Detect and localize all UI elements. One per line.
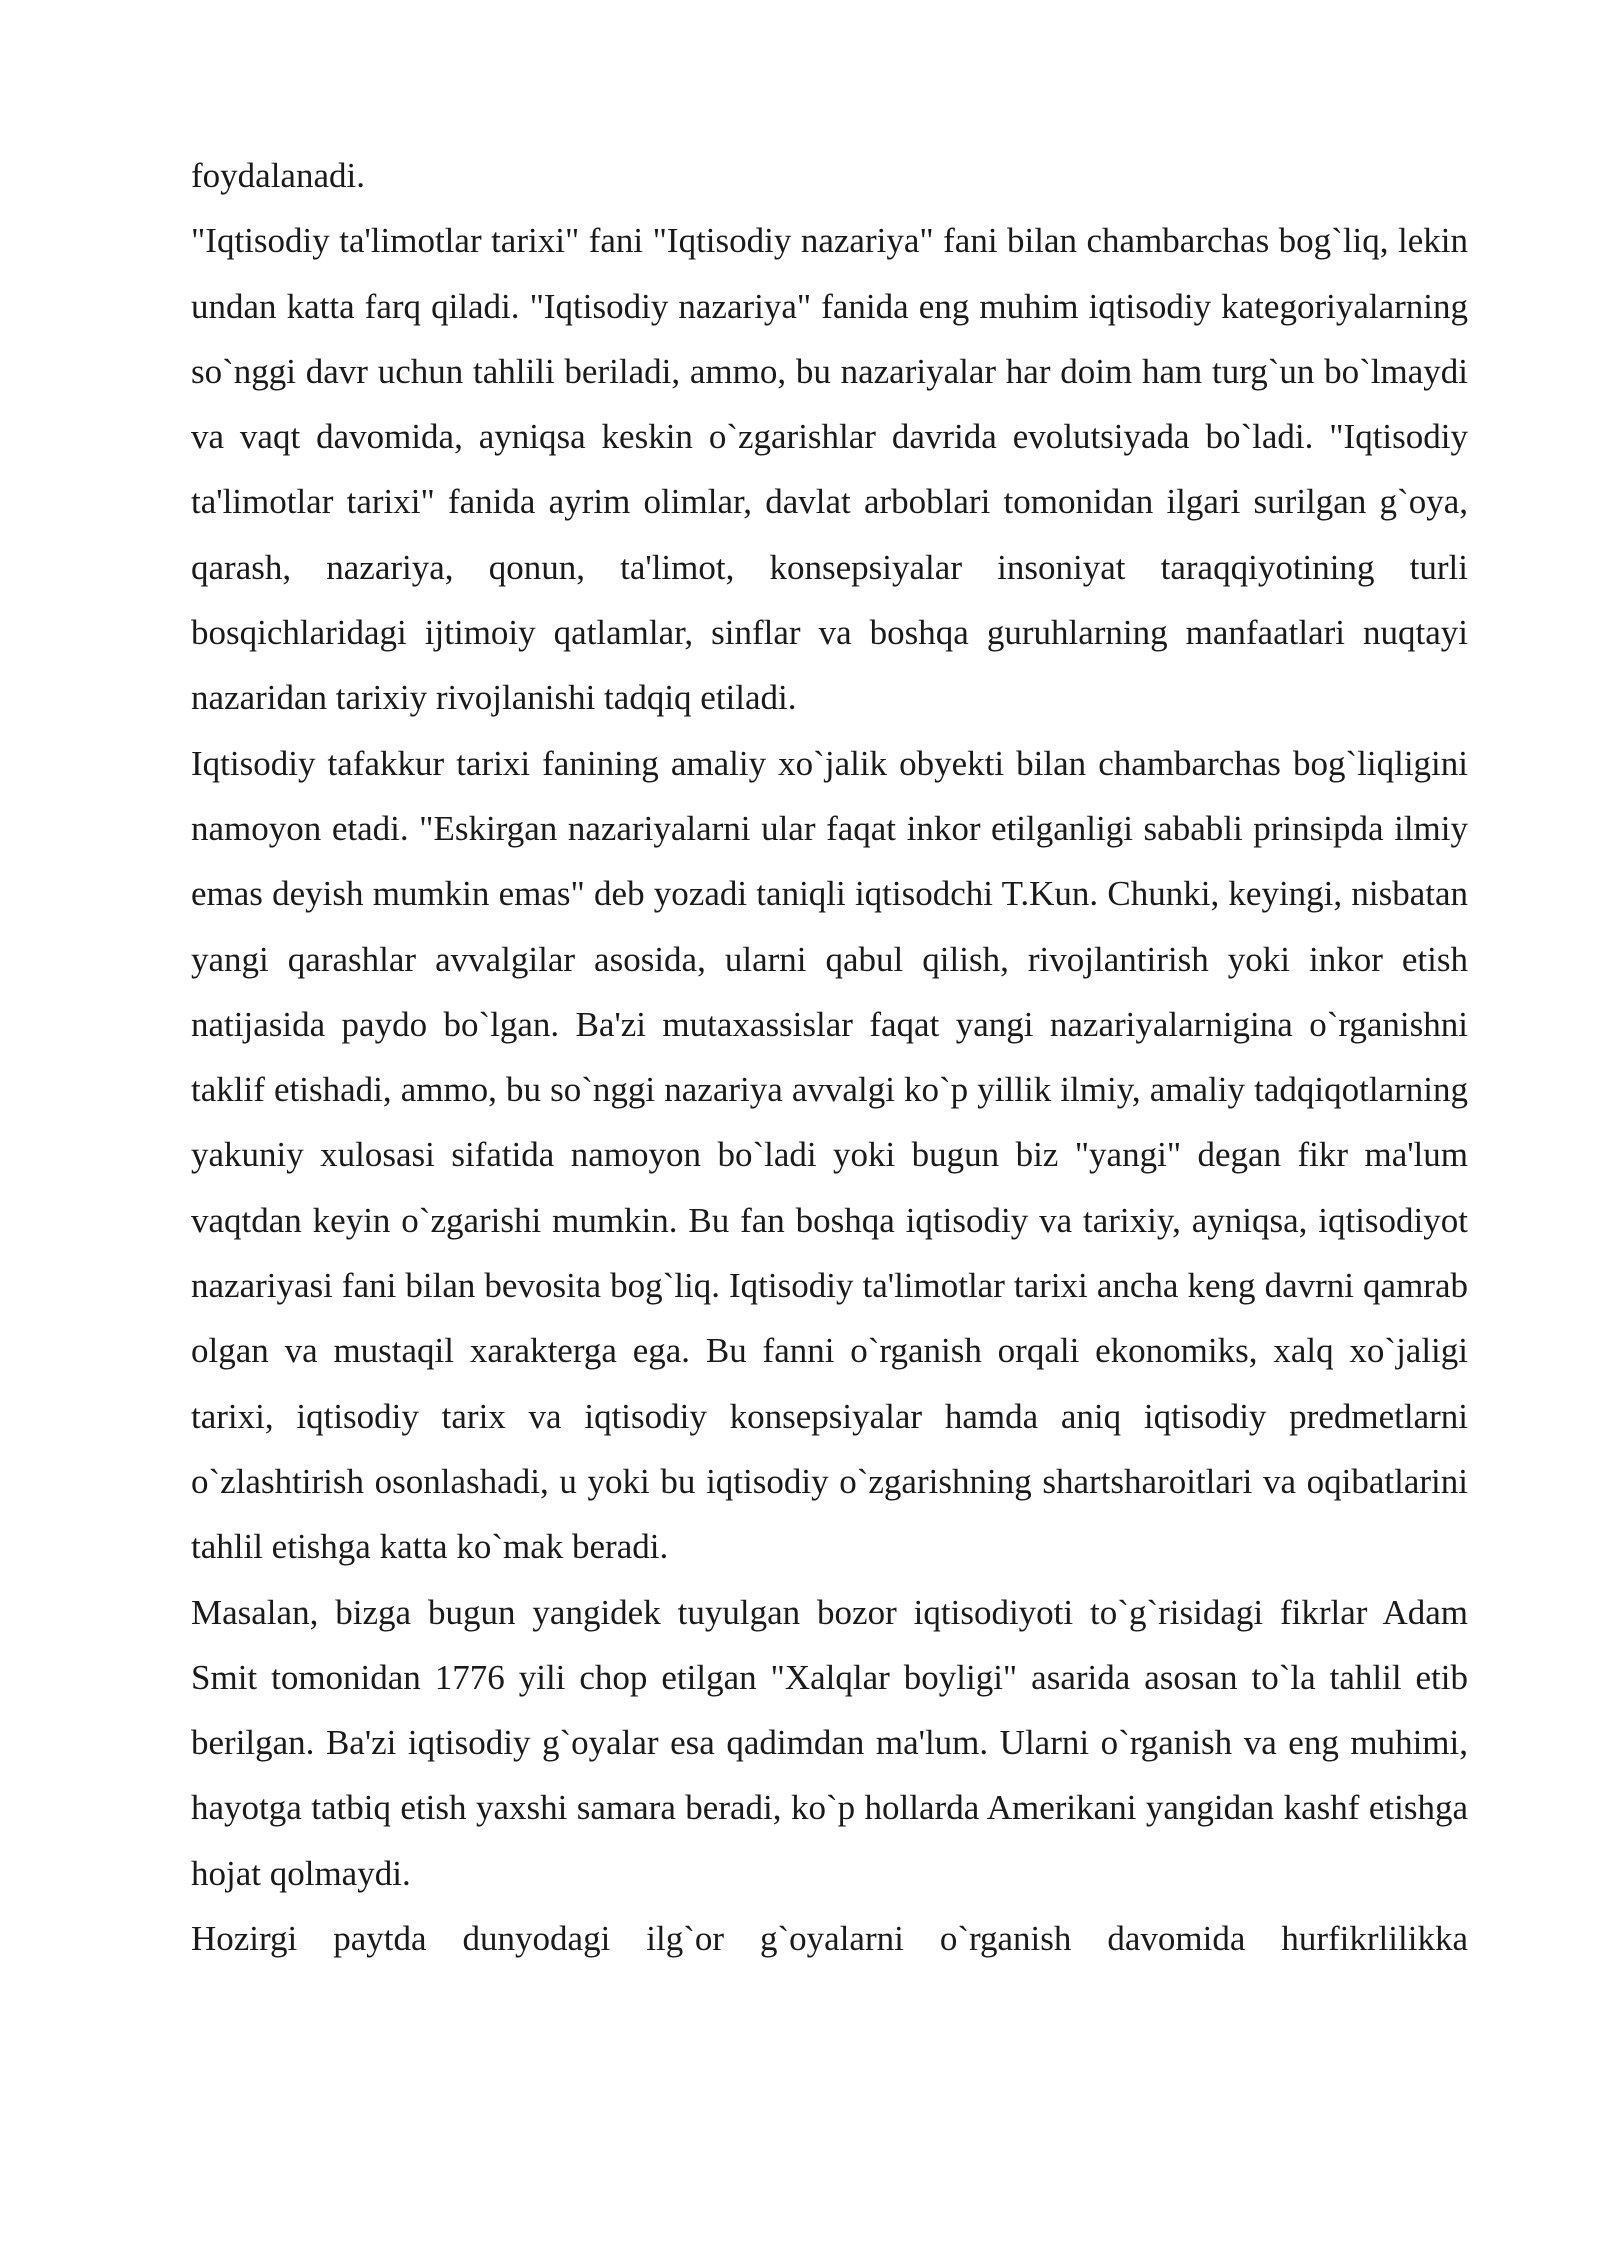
paragraph-economic-theory-relation: "Iqtisodiy ta'limotlar tarixi" fani "Iqtisodiy nazariya" fani bilan chambarchas bog`liq, lekin undan katta farq qiladi. "Iqtisodiy nazariya" fanida eng muhim iqtisodiy kategoriyalarning so`nggi davr uchun tahlili beriladi, ammo, bu nazariyalar har doim ham turg`un bo`lmaydi va vaqt davomida, ayniqsa keskin o`zgarishlar davrida evolutsiyada bo`ladi. "Iqtisodiy ta'limotlar tarixi" fanida ayrim olimlar, davlat arboblari tomonidan ilgari surilgan g`oya, qarash, nazariya, qonun, ta'limot, konsepsiyalar insoniyat taraqqiyotining turli bosqichlaridagi ijtimoiy qatlamlar, sinflar va boshqa guruhlarning manfaatlari nuqtayi nazaridan tarixiy rivojlanishi tadqiq etiladi. — [191, 221, 1468, 718]
paragraph-adam-smith-example: Masalan, bizga bugun yangidek tuyulgan bozor iqtisodiyoti to`g`risidagi fikrlar Adam Smit tomonidan 1776 yili chop etilgan "Xalqlar boyligi" asarida asosan to`la tahlil etib berilgan. Ba'zi iqtisodiy g`oyalar esa qadimdan ma'lum. Ularni o`rganish va eng muhimi, hayotga tatbiq etish yaxshi samara beradi, ko`p hollarda Amerikani yangidan kashf etishga hojat qolmaydi. — [191, 1592, 1468, 1893]
paragraph-continuation: foydalanadi. — [191, 156, 365, 195]
document-page — [191, 143, 1468, 1971]
paragraph-economic-thought-history: Iqtisodiy tafakkur tarixi fanining amaliy xo`jalik obyekti bilan chambarchas bog`liqligini namoyon etadi. "Eskirgan nazariyalarni ular faqat inkor etilganligi sababli prinsipda ilmiy emas deyish mumkin emas" deb yozadi taniqli iqtisodchi T.Kun. Chunki, keyingi, nisbatan yangi qarashlar avvalgilar asosida, ularni qabul qilish, rivojlantirish yoki inkor etish natijasida paydo bo`lgan. Ba'zi mutaxassislar faqat yangi nazariyalarnigina o`rganishni taklif etishadi, ammo, bu so`nggi nazariya avvalgi ko`p yillik ilmiy, amaliy tadqiqotlarning yakuniy xulosasi sifatida namoyon bo`ladi yoki bugun biz "yangi" degan fikr ma'lum vaqtdan keyin o`zgarishi mumkin. Bu fan boshqa iqtisodiy va tarixiy, ayniqsa, iqtisodiyot nazariyasi fani bilan bevosita bog`liq. Iqtisodiy ta'limotlar tarixi ancha keng davrni qamrab olgan va mustaqil xarakterga ega. Bu fanni o`rganish orqali ekonomiks, xalq xo`jaligi tarixi, iqtisodiy tarix va iqtisodiy konsepsiyalar hamda aniq iqtisodiy predmetlarni o`zlashtirish osonlashadi, u yoki bu iqtisodiy o`zgarishning shartsharoitlari va oqibatlarini tahlil etishga katta ko`mak beradi. — [191, 743, 1468, 1567]
paragraph-modern-ideas: Hozirgi paytda dunyodagi ilg`or g`oyalarni o`rganish davomida hurfikrlilikka — [191, 1919, 1468, 1959]
